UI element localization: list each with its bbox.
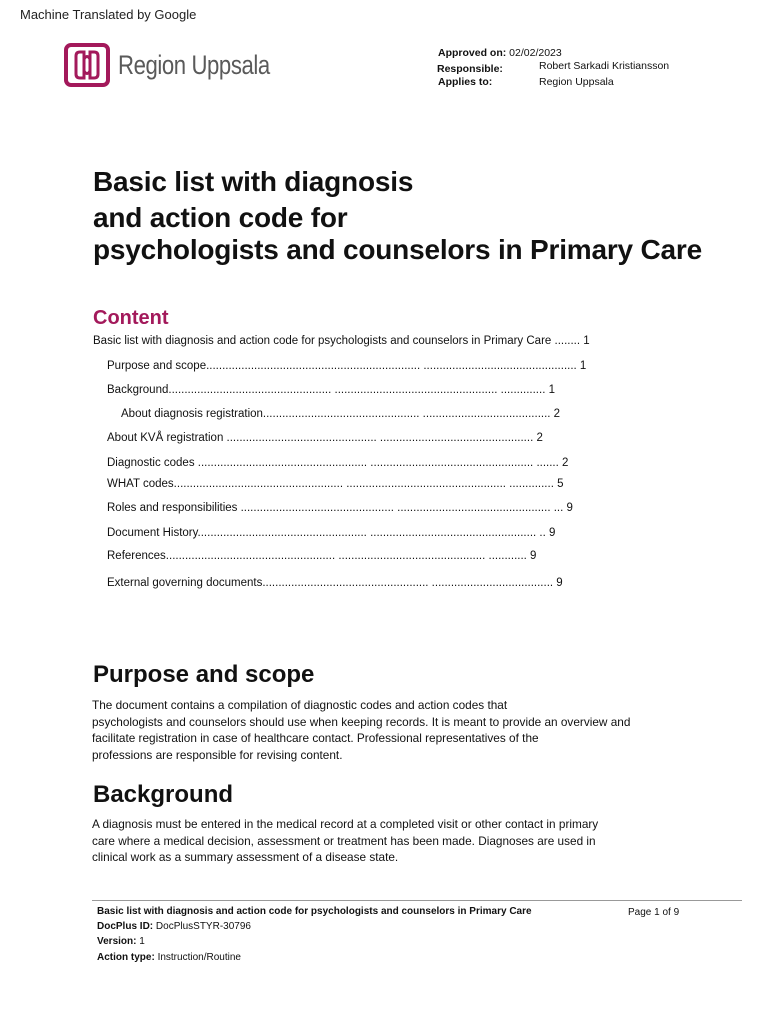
content-heading: Content xyxy=(93,307,169,329)
footer-version: Version: 1 xyxy=(97,936,145,947)
toc-entry-references[interactable]: References..................................................... .............................................. ............ 9 xyxy=(107,550,537,562)
background-line: care where a medical decision, assessment or treatment has been made. Diagnoses are used in xyxy=(92,833,596,848)
toc-entry-purpose[interactable]: Purpose and scope................................................................... ................................................ 1 xyxy=(107,360,587,372)
background-heading: Background xyxy=(93,781,234,808)
purpose-line: The document contains a compilation of diagnostic codes and action codes that xyxy=(92,698,508,712)
toc-entry-kva-registration[interactable]: About KVÅ registration ............................................... ................................................ 2 xyxy=(107,432,543,444)
responsible-label: Responsible: xyxy=(437,63,503,75)
approved-on xyxy=(438,47,562,59)
background-paragraph xyxy=(92,816,692,866)
toc-entry-external-docs[interactable]: External governing documents.................................................... ...................................... 9 xyxy=(107,577,563,589)
background-line: clinical work as a summary assessment of a disease state. xyxy=(92,850,399,864)
toc-entry-what-codes[interactable]: WHAT codes..................................................... .................................................. .............. 5 xyxy=(107,478,564,490)
purpose-paragraph xyxy=(92,697,692,763)
doc-title-line-2: and action code for xyxy=(93,202,348,233)
purpose-line: psychologists and counselors should use when keeping records. It is meant to provide an overview and xyxy=(92,714,631,729)
toc-entry-roles[interactable]: Roles and responsibilities ................................................ ................................................ ... 9 xyxy=(107,502,573,514)
applies-value: Region Uppsala xyxy=(539,76,614,88)
footer-action-type: Action type: Instruction/Routine xyxy=(97,952,241,963)
logo-text: Region Uppsala xyxy=(118,49,270,80)
toc-entry-diagnostic-codes[interactable]: Diagnostic codes ..................................................... ................................................... ....... 2 xyxy=(107,457,569,469)
doc-title-line-1: Basic list with diagnosis xyxy=(93,166,414,197)
applies-label: Applies to: xyxy=(438,76,493,88)
purpose-heading: Purpose and scope xyxy=(93,661,315,688)
responsible-value: Robert Sarkadi Kristiansson xyxy=(539,60,670,72)
region-uppsala-logo xyxy=(64,42,303,88)
approved-label: Approved on: xyxy=(438,47,507,59)
purpose-line: professions are responsible for revising content. xyxy=(92,747,343,762)
footer-divider xyxy=(92,900,742,901)
doc-title-line-3: psychologists and counselors in Primary Care xyxy=(93,234,702,265)
purpose-line: facilitate registration in case of healthcare contact. Professional representatives of the xyxy=(92,731,539,745)
footer-docplus-id: DocPlus ID: DocPlusSTYR-30796 xyxy=(97,921,251,932)
toc-entry-diagnosis-registration[interactable]: About diagnosis registration................................................. ........................................ 2 xyxy=(121,408,561,420)
toc-entry-title[interactable]: Basic list with diagnosis and action code for psychologists and counselors in Primary Care ........ 1 xyxy=(93,335,590,347)
toc-entry-background[interactable]: Background................................................... ................................................... .............. 1 xyxy=(107,384,555,396)
approved-value: 02/02/2023 xyxy=(509,47,562,59)
region-logo-icon xyxy=(64,42,110,88)
footer-page-number: Page 1 of 9 xyxy=(628,907,680,918)
toc-entry-history[interactable]: Document History..................................................... .................................................... .. 9 xyxy=(107,527,556,539)
footer-doc-title: Basic list with diagnosis and action code for psychologists and counselors in Primary Care xyxy=(97,906,532,917)
background-line: A diagnosis must be entered in the medical record at a completed visit or other contact in primary xyxy=(92,817,599,831)
machine-translation-banner: Machine Translated by Google xyxy=(20,7,197,22)
